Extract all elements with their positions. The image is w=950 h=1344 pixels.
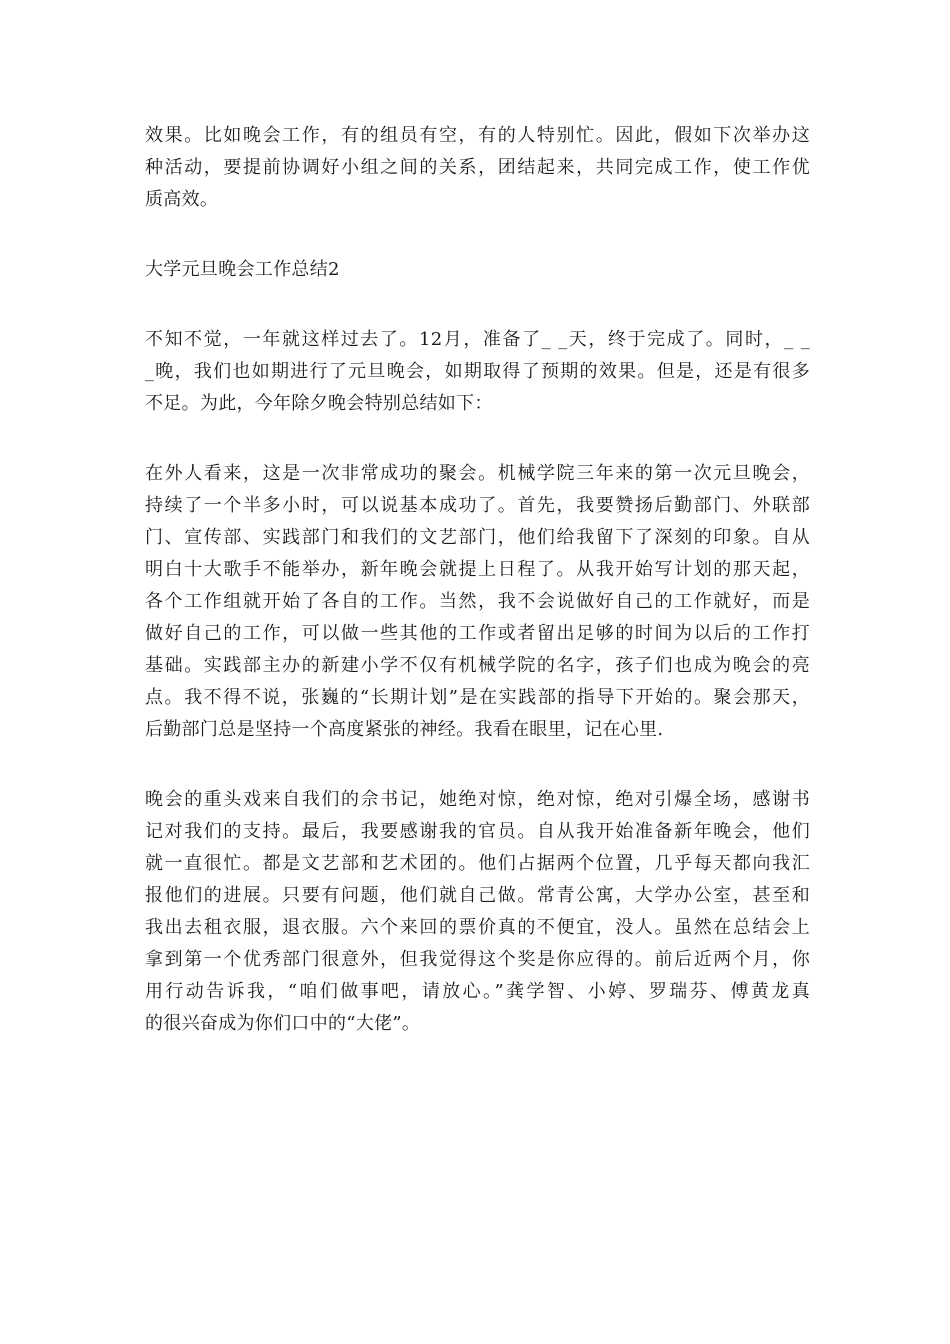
text-line: 明白十大歌手不能举办，新年晚会就提上日程了。从我开始写计划的那天起， <box>145 559 810 580</box>
text-line: 记对我们的支持。最后，我要感谢我的官员。自从我开始准备新年晚会，他们 <box>145 821 810 842</box>
section-heading <box>145 254 810 286</box>
text-line: 质高效。 <box>145 189 219 210</box>
text-line: 点。我不得不说，张巍的“长期计划”是在实践部的指导下开始的。聚会那天， <box>145 687 810 708</box>
text-line: 后勤部门总是坚持一个高度紧张的神经。我看在眼里，记在心里. <box>145 719 664 740</box>
document-page <box>145 120 810 1078</box>
text-line: 持续了一个半多小时，可以说基本成功了。首先，我要赞扬后勤部门、外联部 <box>145 495 810 516</box>
heading-text: 大学元旦晚会工作总结2 <box>145 259 340 280</box>
text-line: 在外人看来，这是一次非常成功的聚会。机械学院三年来的第一次元旦晚会， <box>145 463 810 484</box>
text-line: 各个工作组就开始了各自的工作。当然，我不会说做好自己的工作就好，而是 <box>145 591 810 612</box>
text-line: 报他们的进展。只要有问题，他们就自己做。常青公寓，大学办公室，甚至和 <box>145 885 810 906</box>
text-line: 晚会的重头戏来自我们的佘书记，她绝对惊，绝对惊，绝对引爆全场，感谢书 <box>145 789 810 810</box>
text-line: 不知不觉，一年就这样过去了。12月，准备了_ _天，终于完成了。同时，_ _ <box>145 329 810 350</box>
text-line: 门、宣传部、实践部门和我们的文艺部门，他们给我留下了深刻的印象。自从 <box>145 527 810 548</box>
text-line: 基础。实践部主办的新建小学不仅有机械学院的名字，孩子们也成为晚会的亮 <box>145 655 810 676</box>
paragraph-3 <box>145 458 810 746</box>
text-line: 拿到第一个优秀部门很意外，但我觉得这个奖是你应得的。前后近两个月，你 <box>145 949 810 970</box>
text-line: _晚，我们也如期进行了元旦晚会，如期取得了预期的效果。但是，还是有很多 <box>145 361 810 382</box>
text-line: 就一直很忙。都是文艺部和艺术团的。他们占据两个位置，几乎每天都向我汇 <box>145 853 810 874</box>
text-line: 用行动告诉我，“咱们做事吧，请放心。”龚学智、小婷、罗瑞芬、傅黄龙真 <box>145 981 810 1002</box>
text-line: 做好自己的工作，可以做一些其他的工作或者留出足够的时间为以后的工作打 <box>145 623 810 644</box>
text-line: 效果。比如晚会工作，有的组员有空，有的人特别忙。因此，假如下次举办这 <box>145 125 810 146</box>
text-line: 我出去租衣服，退衣服。六个来回的票价真的不便宜，没人。虽然在总结会上 <box>145 917 810 938</box>
paragraph-2 <box>145 324 810 420</box>
text-line: 种活动，要提前协调好小组之间的关系，团结起来，共同完成工作，使工作优 <box>145 157 810 178</box>
paragraph-4 <box>145 784 810 1040</box>
paragraph-1 <box>145 120 810 216</box>
text-line: 的很兴奋成为你们口中的“大佬”。 <box>145 1013 421 1034</box>
text-line: 不足。为此，今年除夕晚会特别总结如下： <box>145 393 493 414</box>
